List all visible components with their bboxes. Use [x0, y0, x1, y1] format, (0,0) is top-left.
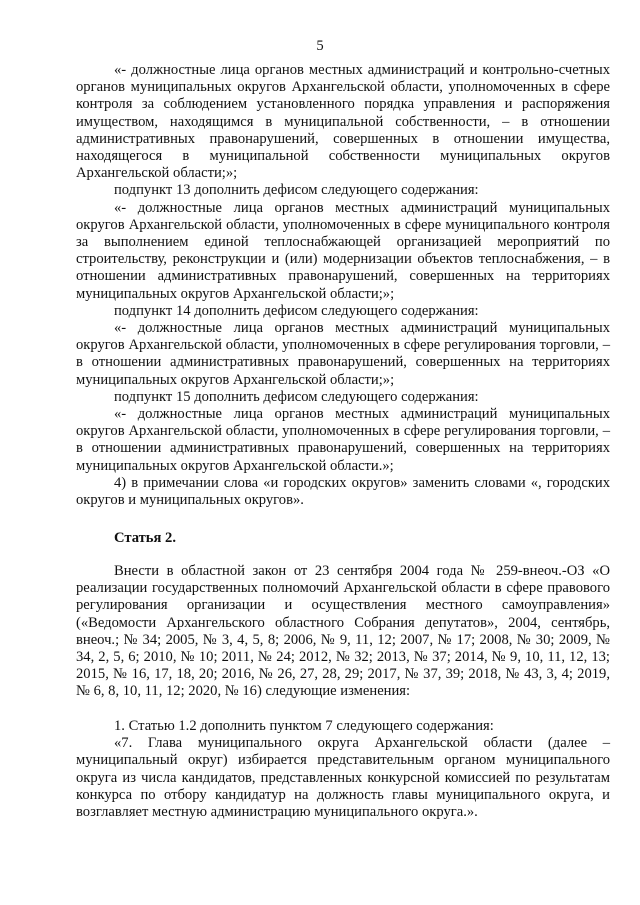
- paragraph: 4) в примечании слова «и городских округов» заменить словами «, городских округов и муниципальных округов».: [76, 474, 610, 509]
- article-intro: Внести в областной закон от 23 сентября 2004 года № 259-внеоч.-ОЗ «О реализации государственных полномочий Архангельской области в сфере правового регулирования организации и осуществления местного самоуправления» («Ведомости Архангельского областного Собрания депутатов», 2004, сентябрь, внеоч.; № 34; 2005, № 3, 4, 5, 8; 2006, № 9, 11, 12; 2007, № 17; 2008, № 30; 2009, № 34, 2, 5, 6; 2010, № 10; 2011, № 24; 2012, № 32; 2013, № 37; 2014, № 9, 10, 11, 12, 13; 2015, № 16, 17, 18, 20; 2016, № 26, 27, 28, 29; 2017, № 37, 39; 2018, № 43, 3, 4; 2019, № 6, 8, 10, 11, 12; 2020, № 16) следующие изменения:: [76, 563, 610, 700]
- article-heading-block: [76, 530, 610, 547]
- paragraph: «- должностные лица органов местных администраций муниципальных округов Архангельской области, уполномоченных в сфере регулирования торговли, – в отношении административных правонарушений, совершенных на территориях муниципальных округов Архангельской области;»;: [76, 320, 610, 388]
- article-heading: Статья 2.: [114, 530, 176, 546]
- paragraph: 1. Статью 1.2 дополнить пунктом 7 следующего содержания:: [114, 718, 494, 734]
- article-intro-block: [76, 563, 610, 701]
- page-number: 5: [316, 38, 324, 54]
- paragraph: подпункт 15 дополнить дефисом следующего содержания:: [114, 388, 479, 405]
- paragraph: «- должностные лица органов местных администраций муниципальных округов Архангельской области, уполномоченных в сфере муниципального контроля за выполнением единой теплоснабжающей организацией мероприятий по строительству, реконструкции и (или) модернизации объектов теплоснабжения, – в отношении административных правонарушений, совершенных на территориях муниципальных округов Архангельской области;»;: [76, 199, 610, 302]
- amendments-section: [76, 62, 610, 509]
- paragraph: «- должностные лица органов местных администраций муниципальных округов Архангельской области, уполномоченных в сфере регулирования торговли, – в отношении административных правонарушений, совершенных на территориях муниципальных округов Архангельской области.»;: [76, 406, 610, 474]
- paragraph: подпункт 13 дополнить дефисом следующего содержания:: [114, 182, 479, 199]
- paragraph: подпункт 14 дополнить дефисом следующего содержания:: [114, 302, 479, 319]
- article-changes-block: [76, 718, 610, 821]
- paragraph: «- должностные лица органов местных администраций и контрольно-счетных органов муниципальных округов Архангельской области, уполномоченных в сфере контроля за соблюдением установленного порядка управления и распоряжения имуществом, находящимся в муниципальной собственности, – в отношении административных правонарушений, совершенных в отношении имущества, находящегося в муниципальной собственности муниципальных округов Архангельской области;»;: [76, 62, 610, 182]
- paragraph: «7. Глава муниципального округа Архангельской области (далее – муниципальный округ) избирается представительным органом муниципального округа из числа кандидатов, представленных конкурсной комиссией по результатам конкурса по отбору кандидатур на должность главы муниципального округа, и возглавляет местную администрацию муниципального округа.».: [76, 735, 610, 821]
